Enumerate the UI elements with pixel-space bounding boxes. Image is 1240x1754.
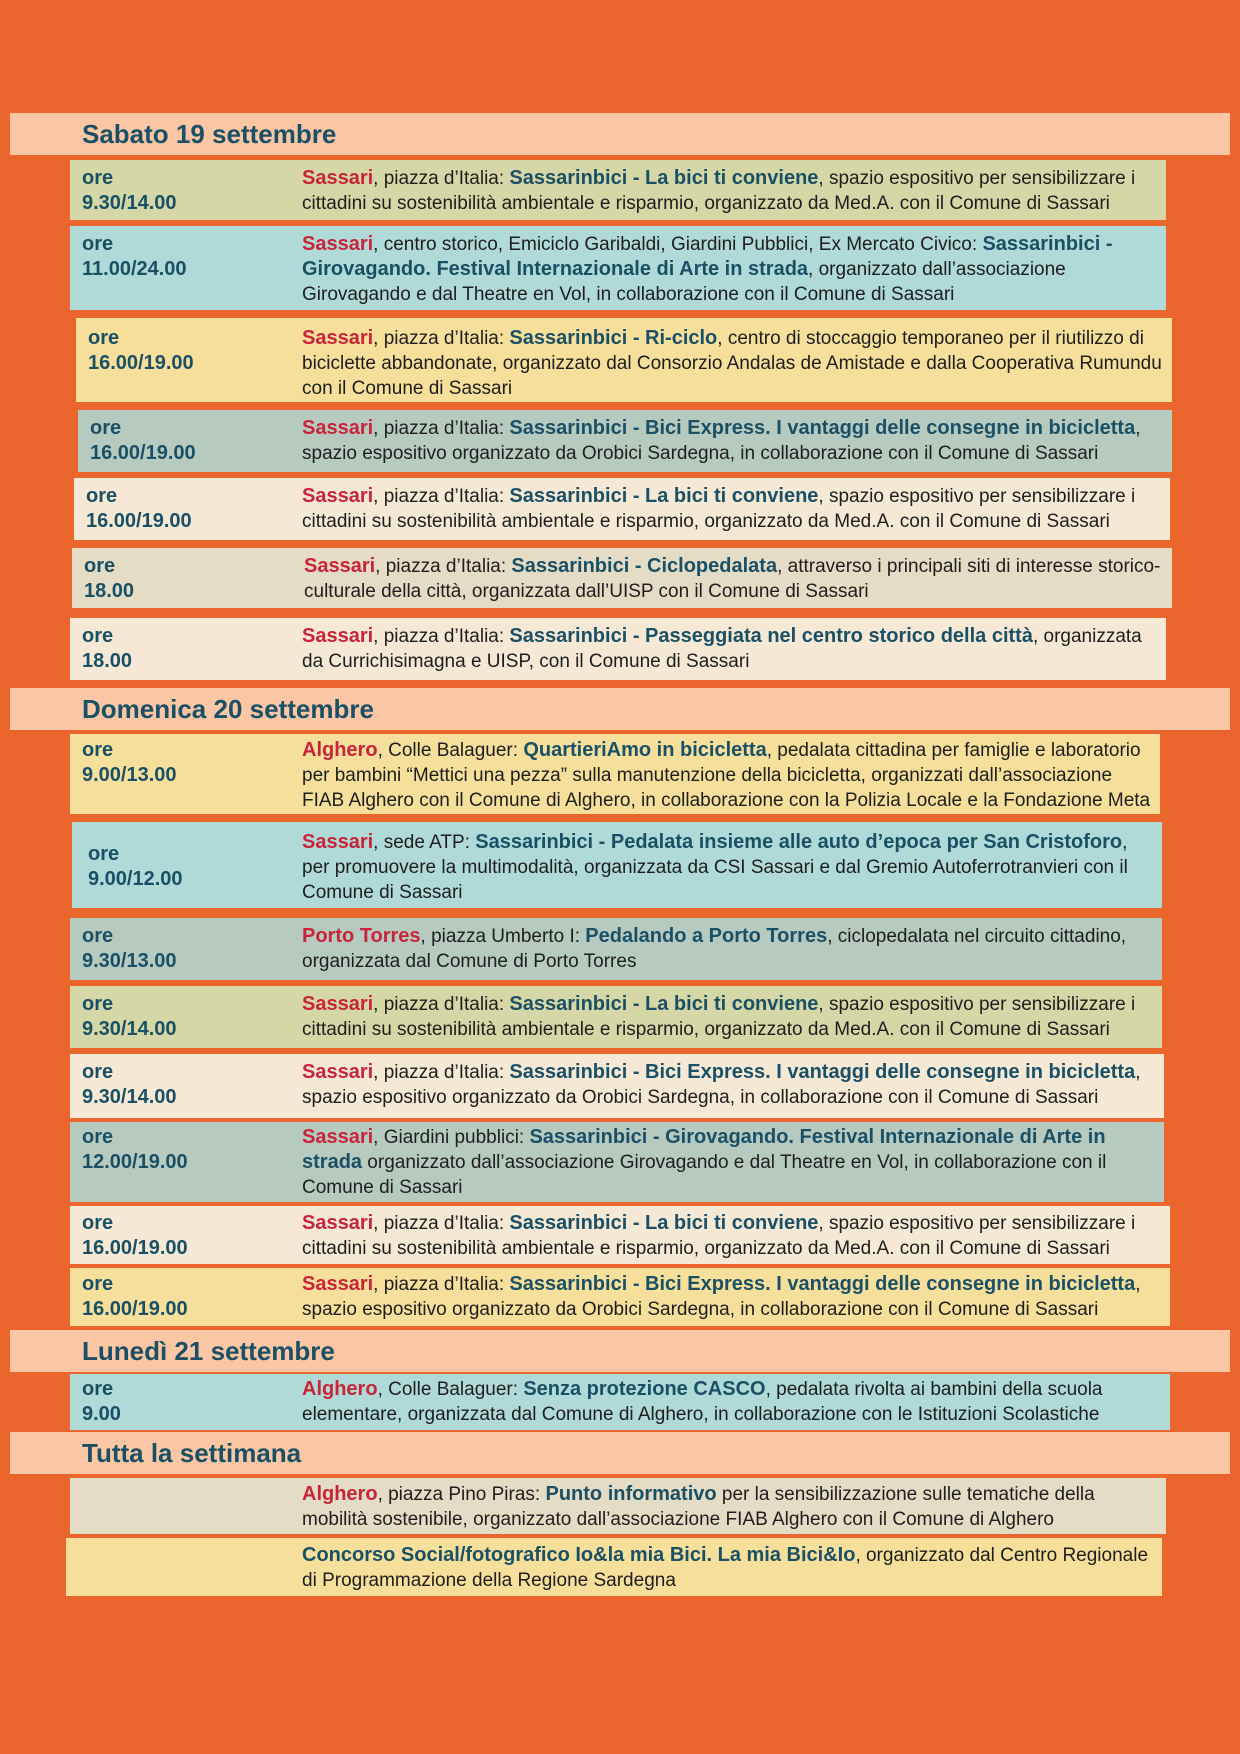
- event-description: Sassari, sede ATP: Sassarinbici - Pedalata insieme alle auto d’epoca per San Cristoforo, per promuovere la multimodalità, organizzata da CSI Sassari e dal Gremio Autoferrotranvieri con il Comune di Sassari: [302, 831, 1128, 903]
- event-description: Sassari, Giardini pubblici: Sassarinbici - Girovagando. Festival Internazionale di Arte in strada organizzato dall’associazione Girovagando e dal Theatre en Vol, in collaborazione con il Comune di Sassari: [302, 1126, 1107, 1198]
- event-title: Sassarinbici - Pedalata insieme alle auto d’epoca per San Cristoforo: [475, 831, 1123, 853]
- event-time: ore 16.00/19.00: [90, 417, 196, 464]
- event-description: Sassari, piazza d’Italia: Sassarinbici - Passeggiata nel centro storico della città, organizzata da Currichisimagna e UISP, con il Comune di Sassari: [302, 625, 1142, 672]
- section-header-sabato: [10, 113, 1230, 155]
- event-description: Sassari, piazza d’Italia: Sassarinbici - La bici ti conviene, spazio espositivo per sensibilizzare i cittadini su sostenibilità ambientale e risparmio, organizzato da Med.A. con il Comune di Sassari: [302, 993, 1136, 1040]
- event-title: Sassarinbici - La bici ti conviene: [509, 167, 819, 189]
- event-row: [70, 1054, 1164, 1118]
- event-row: [70, 918, 1162, 980]
- event-title: Sassarinbici - Girovagando. Festival Internazionale di Arte in strada: [302, 233, 1113, 280]
- event-row: [70, 226, 1166, 310]
- section-header-settimana: [10, 1432, 1230, 1474]
- event-row: [70, 1374, 1170, 1430]
- event-title: Punto informativo: [545, 1483, 717, 1505]
- event-time: ore 11.00/24.00: [82, 233, 187, 280]
- event-time: ore 12.00/19.00: [82, 1126, 188, 1173]
- event-location: Sassari: [302, 1212, 374, 1234]
- section-title: Domenica 20 settembre: [82, 693, 374, 724]
- event-time: ore 9.00/12.00: [88, 843, 183, 890]
- event-description: Sassari, piazza d’Italia: Sassarinbici - La bici ti conviene, spazio espositivo per sensibilizzare i cittadini su sostenibilità ambientale e risparmio, organizzato da Med.A. con il Comune di Sassari: [302, 485, 1136, 532]
- event-title: Sassarinbici - Passeggiata nel centro storico della città: [509, 625, 1033, 647]
- event-title: Senza protezione CASCO: [523, 1378, 766, 1400]
- event-title: Sassarinbici - Bici Express. I vantaggi delle consegne in bicicletta: [509, 417, 1136, 439]
- event-description: Concorso Social/fotografico Io&la mia Bici. La mia Bici&Io, organizzato dal Centro Regionale di Programmazione della Regione Sardegna: [302, 1544, 1149, 1591]
- event-title: Sassarinbici - Bici Express. I vantaggi delle consegne in bicicletta: [509, 1061, 1136, 1083]
- event-location: Sassari: [302, 327, 374, 349]
- event-row: [72, 548, 1172, 608]
- event-description: Sassari, piazza d’Italia: Sassarinbici - La bici ti conviene, spazio espositivo per sensibilizzare i cittadini su sostenibilità ambientale e risparmio, organizzato da Med.A. con il Comune di Sassari: [302, 167, 1136, 214]
- event-location: Sassari: [302, 485, 374, 507]
- event-row: [76, 318, 1172, 402]
- event-row: [70, 618, 1166, 680]
- event-row: [72, 822, 1162, 908]
- event-row: [70, 1478, 1166, 1534]
- section-title: Lunedì 21 settembre: [82, 1335, 335, 1366]
- event-row: [70, 986, 1162, 1048]
- event-row: [74, 478, 1170, 540]
- event-title: Sassarinbici - Bici Express. I vantaggi delle consegne in bicicletta: [509, 1273, 1136, 1295]
- event-time: ore 9.30/14.00: [82, 993, 177, 1040]
- event-time: ore 9.00: [82, 1378, 121, 1425]
- event-row: [70, 1206, 1170, 1264]
- event-description: Sassari, piazza d’Italia: Sassarinbici - Bici Express. I vantaggi delle consegne in bicicletta, spazio espositivo organizzato da Orobici Sardegna, in collaborazione con il Comune di Sassari: [302, 1273, 1141, 1320]
- event-description: Alghero, Colle Balaguer: QuartieriAmo in bicicletta, pedalata cittadina per famiglie e laboratorio per bambini “Mettici una pezza” sulla manutenzione della bicicletta, organizzati dall’associazione FIAB Alghero con il Comune di Alghero, in collaborazione con la Polizia Locale e la Fondazione Meta: [302, 739, 1151, 811]
- event-title: Sassarinbici - La bici ti conviene: [509, 1212, 819, 1234]
- event-location: Sassari: [302, 1061, 374, 1083]
- event-title: Sassarinbici - Girovagando. Festival Internazionale di Arte in strada: [302, 1126, 1106, 1173]
- event-time: ore 16.00/19.00: [82, 1212, 188, 1259]
- event-description: Sassari, piazza d’Italia: Sassarinbici - Ri-ciclo, centro di stoccaggio temporaneo per il riutilizzo di biciclette abbandonate, organizzato dal Consorzio Andalas de Amistade e dalla Cooperativa Rumundu con il Comune di Sassari: [302, 327, 1162, 399]
- event-location: Alghero: [302, 1378, 378, 1400]
- event-location: Alghero: [302, 739, 378, 761]
- section-header-lunedi: [10, 1330, 1230, 1372]
- event-description: Sassari, centro storico, Emiciclo Garibaldi, Giardini Pubblici, Ex Mercato Civico: Sassarinbici - Girovagando. Festival Internazionale di Arte in strada, organizzato dall’associazione Girovagando e dal Theatre en Vol, in collaborazione con il Comune di Sassari: [302, 233, 1113, 305]
- event-location: Sassari: [304, 555, 376, 577]
- event-time: ore 18.00: [84, 555, 135, 602]
- event-location: Sassari: [302, 993, 374, 1015]
- event-title: Sassarinbici - La bici ti conviene: [509, 485, 819, 507]
- event-description: Porto Torres, piazza Umberto I: Pedalando a Porto Torres, ciclopedalata nel circuito cittadino, organizzata dal Comune di Porto Torres: [302, 925, 1127, 972]
- event-title: Sassarinbici - Ri-ciclo: [509, 327, 718, 349]
- event-location: Sassari: [302, 1273, 374, 1295]
- event-row: [70, 1268, 1170, 1326]
- event-row: [78, 410, 1172, 472]
- event-location: Sassari: [302, 233, 374, 255]
- event-title: Sassarinbici - La bici ti conviene: [509, 993, 819, 1015]
- event-location: Sassari: [302, 831, 374, 853]
- event-location: Alghero: [302, 1483, 378, 1505]
- event-location: Porto Torres: [302, 925, 421, 947]
- event-location: Sassari: [302, 167, 374, 189]
- event-description: Sassari, piazza d’Italia: Sassarinbici - Ciclopedalata, attraverso i principali siti di interesse storico-culturale della città, organizzata dall’UISP con il Comune di Sassari: [304, 555, 1161, 602]
- section-title: Tutta la settimana: [82, 1437, 302, 1468]
- event-time: ore 9.00/13.00: [82, 739, 177, 786]
- event-title: Sassarinbici - Ciclopedalata: [511, 555, 778, 577]
- event-time: ore 18.00: [82, 625, 133, 672]
- event-row: [66, 1538, 1162, 1596]
- event-time: ore 16.00/19.00: [88, 327, 194, 374]
- event-description: Sassari, piazza d’Italia: Sassarinbici - Bici Express. I vantaggi delle consegne in bicicletta, spazio espositivo organizzato da Orobici Sardegna, in collaborazione con il Comune di Sassari: [302, 417, 1141, 464]
- event-time: ore 9.30/14.00: [82, 1061, 177, 1108]
- event-location: Sassari: [302, 1126, 374, 1148]
- event-description: Alghero, Colle Balaguer: Senza protezione CASCO, pedalata rivolta ai bambini della scuola elementare, organizzata dal Comune di Alghero, in collaborazione con le Istituzioni Scolastiche: [302, 1378, 1103, 1425]
- event-row: [70, 1122, 1164, 1202]
- event-location: Sassari: [302, 625, 374, 647]
- event-title: QuartieriAmo in bicicletta: [523, 739, 767, 761]
- event-time: ore 16.00/19.00: [82, 1273, 188, 1320]
- event-description: Sassari, piazza d’Italia: Sassarinbici - La bici ti conviene, spazio espositivo per sensibilizzare i cittadini su sostenibilità ambientale e risparmio, organizzato da Med.A. con il Comune di Sassari: [302, 1212, 1136, 1259]
- event-description: Sassari, piazza d’Italia: Sassarinbici - Bici Express. I vantaggi delle consegne in bicicletta, spazio espositivo organizzato da Orobici Sardegna, in collaborazione con il Comune di Sassari: [302, 1061, 1141, 1108]
- event-time: ore 16.00/19.00: [86, 485, 192, 532]
- event-row: [70, 160, 1166, 220]
- event-time: ore 9.30/14.00: [82, 167, 177, 214]
- section-title: Sabato 19 settembre: [82, 118, 337, 149]
- section-header-domenica: [10, 688, 1230, 730]
- event-title: Pedalando a Porto Torres: [585, 925, 828, 947]
- event-location: Sassari: [302, 417, 374, 439]
- event-row: [70, 734, 1160, 814]
- event-description: Alghero, piazza Pino Piras: Punto informativo per la sensibilizzazione sulle tematiche della mobilità sostenibile, organizzato dall’associazione FIAB Alghero con il Comune di Alghero: [302, 1483, 1095, 1530]
- event-time: ore 9.30/13.00: [82, 925, 177, 972]
- event-title: Concorso Social/fotografico Io&la mia Bici. La mia Bici&Io: [302, 1544, 856, 1566]
